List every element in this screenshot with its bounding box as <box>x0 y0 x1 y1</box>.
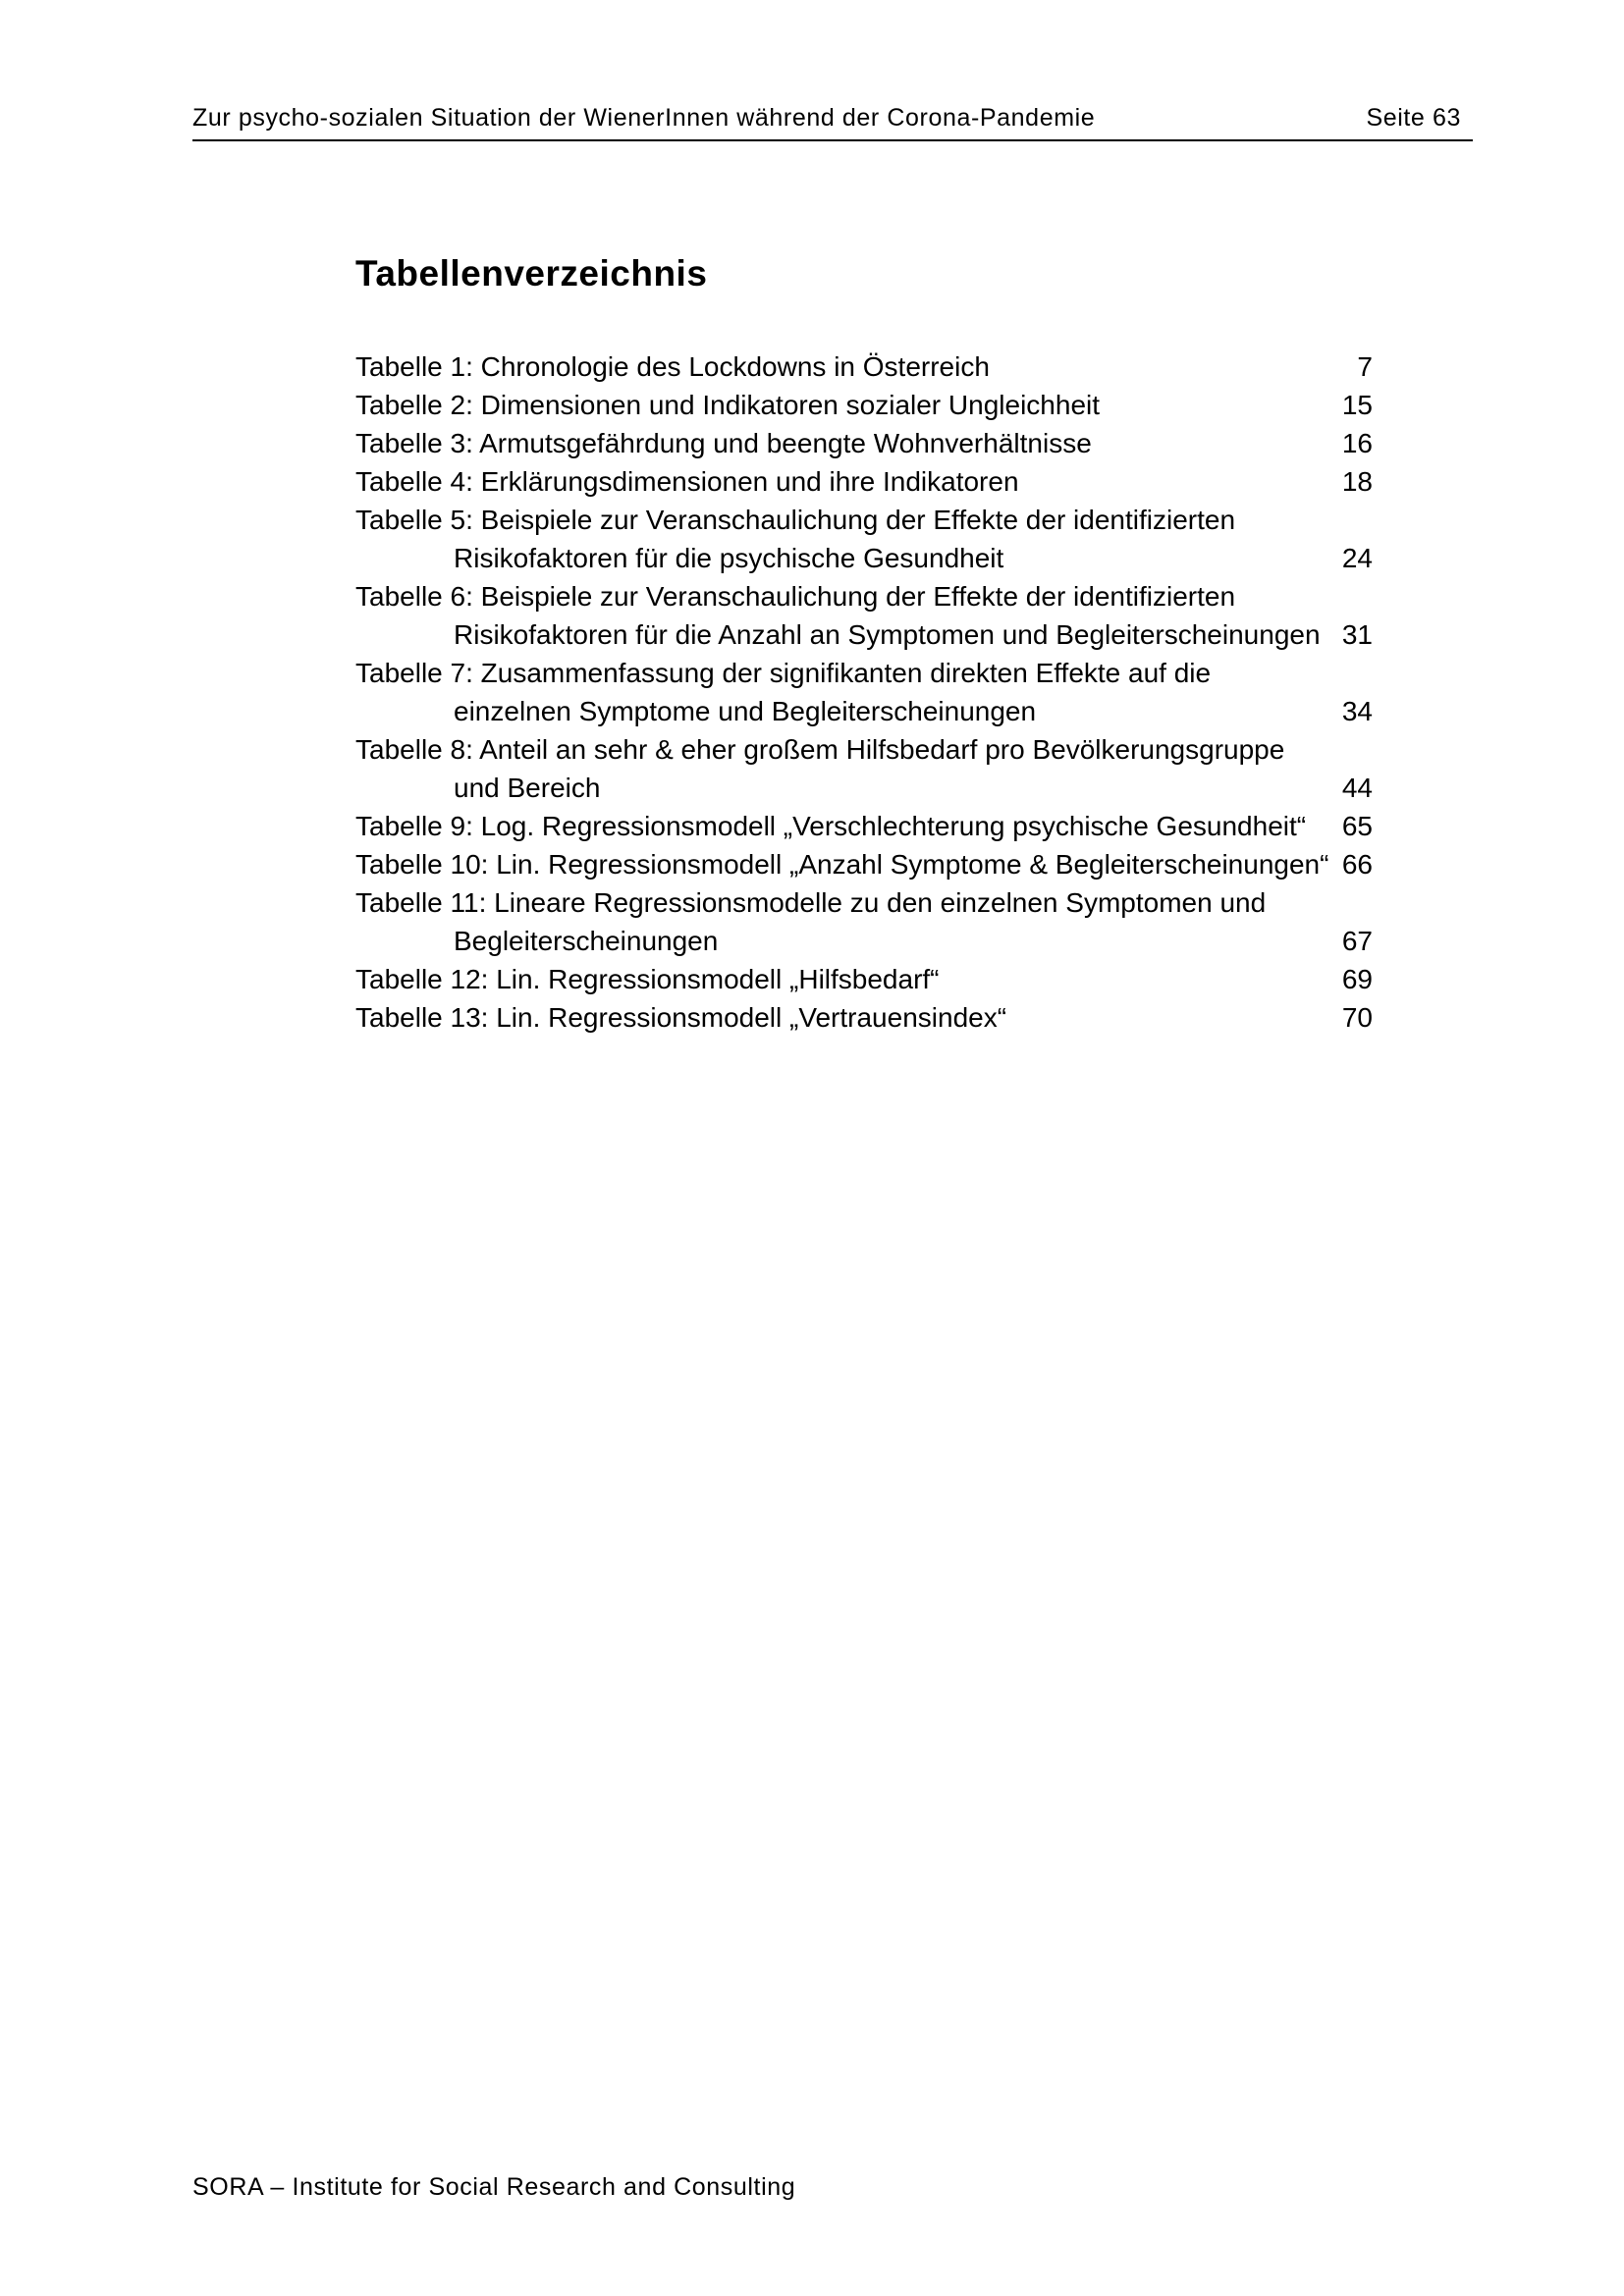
toc-entry-label: Tabelle 7: Zusammenfassung der signifikanten direkten Effekte auf die <box>355 658 1212 688</box>
toc-entry-page-number: 16 <box>1341 428 1373 458</box>
toc-entry-page-number: 69 <box>1341 964 1373 994</box>
toc-entry-page-number: 65 <box>1341 811 1373 841</box>
toc-entry-page-number: 67 <box>1341 926 1373 956</box>
toc-entry-continuation: Risikofaktoren für die Anzahl an Symptomen und Begleiterscheinungen <box>454 619 1321 650</box>
toc-entry-label: Tabelle 4: Erklärungsdimensionen und ihre Indikatoren <box>355 466 1019 497</box>
toc-entry <box>355 960 1380 998</box>
toc-entry-label: Tabelle 10: Lin. Regressionsmodell „Anzahl Symptome & Begleiterscheinungen“ <box>355 849 1329 880</box>
running-footer: SORA – Institute for Social Research and Consulting <box>192 2173 796 2201</box>
toc-entry-continuation: Begleiterscheinungen <box>454 926 719 956</box>
table-of-tables <box>355 347 1380 1037</box>
toc-entry-page-number: 44 <box>1341 773 1373 803</box>
toc-entry-label: Tabelle 8: Anteil an sehr & eher großem Hilfsbedarf pro Bevölkerungsgruppe <box>355 734 1285 765</box>
toc-entry-page-number: 24 <box>1341 543 1373 573</box>
toc-entry <box>355 730 1380 807</box>
toc-entry-label: Tabelle 2: Dimensionen und Indikatoren sozialer Ungleichheit <box>355 390 1101 420</box>
toc-entry <box>355 998 1380 1037</box>
toc-entry-continuation: Risikofaktoren für die psychische Gesundheit <box>454 543 1004 573</box>
toc-entry-label: Tabelle 3: Armutsgefährdung und beengte Wohnverhältnisse <box>355 428 1092 458</box>
toc-entry-label: Tabelle 9: Log. Regressionsmodell „Verschlechterung psychische Gesundheit“ <box>355 811 1307 841</box>
toc-entry-page-number: 15 <box>1341 390 1373 420</box>
toc-entry-continuation: einzelnen Symptome und Begleiterscheinungen <box>454 696 1037 726</box>
toc-entry-page-number: 70 <box>1341 1002 1373 1033</box>
toc-entry <box>355 347 1380 386</box>
toc-entry <box>355 462 1380 501</box>
toc-entry-page-number: 66 <box>1341 849 1373 880</box>
toc-entry-label: Tabelle 1: Chronologie des Lockdowns in Österreich <box>355 351 990 382</box>
toc-entry-continuation: und Bereich <box>454 773 601 803</box>
toc-entry <box>355 577 1380 654</box>
running-header <box>192 102 1473 141</box>
toc-entry <box>355 883 1380 960</box>
toc-entry <box>355 654 1380 730</box>
toc-entry-label: Tabelle 6: Beispiele zur Veranschaulichung der Effekte der identifizierten <box>355 581 1236 612</box>
toc-entry-page-number: 34 <box>1341 696 1373 726</box>
toc-entry-label: Tabelle 13: Lin. Regressionsmodell „Vertrauensindex“ <box>355 1002 1007 1033</box>
toc-entry-label: Tabelle 5: Beispiele zur Veranschaulichung der Effekte der identifizierten <box>355 505 1236 535</box>
toc-entry <box>355 386 1380 424</box>
toc-entry <box>355 501 1380 577</box>
toc-entry-page-number: 31 <box>1341 619 1373 650</box>
toc-entry <box>355 424 1380 462</box>
toc-entry <box>355 845 1380 883</box>
page-title: Tabellenverzeichnis <box>355 253 708 294</box>
toc-entry-label: Tabelle 12: Lin. Regressionsmodell „Hilfsbedarf“ <box>355 964 940 994</box>
header-title: Zur psycho-sozialen Situation der WienerInnen während der Corona-Pandemie <box>192 104 1096 132</box>
toc-entry-page-number: 7 <box>1357 351 1373 382</box>
toc-entry-page-number: 18 <box>1341 466 1373 497</box>
header-page-number: Seite 63 <box>1366 104 1461 132</box>
toc-entry-label: Tabelle 11: Lineare Regressionsmodelle zu den einzelnen Symptomen und <box>355 887 1267 918</box>
toc-entry <box>355 807 1380 845</box>
